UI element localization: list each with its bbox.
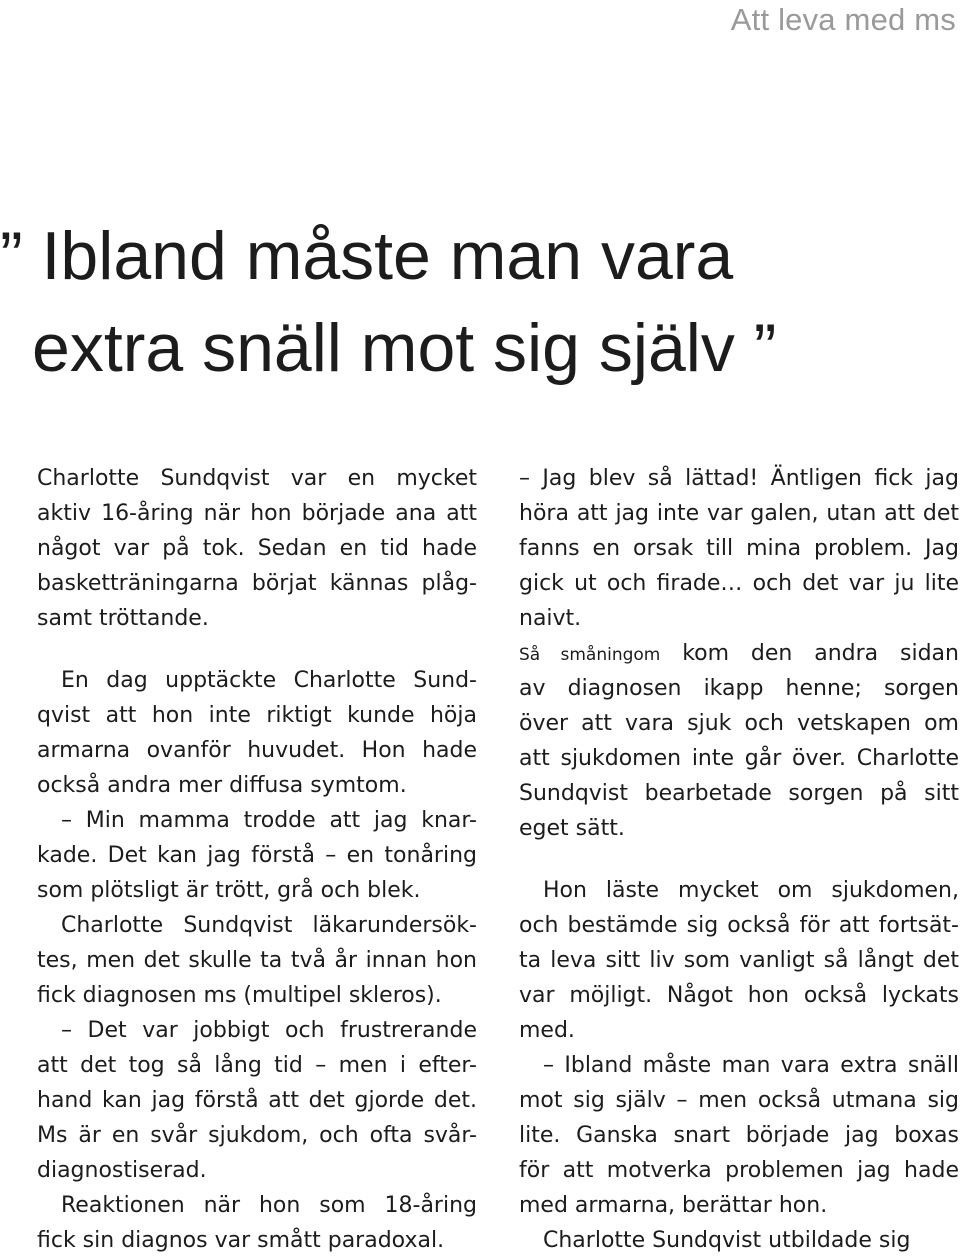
text-line: Ms är en svår sjukdom, och ofta svår- [37,1123,477,1148]
headline-line-2: extra snäll mot sig själv ” [32,310,777,386]
text-line: – Jag blev så lättad! Äntligen fick jag [519,466,959,491]
text-line: var möjligt. Något hon också lyckats [519,983,959,1008]
right-text-column [519,461,959,1258]
text-line: – Det var jobbigt och frustrerande [61,1018,477,1043]
paragraph-lead-in: Så småningom [519,645,661,665]
text-line: samt tröttande. [37,606,209,631]
text-line: Sundqvist bearbetade sorgen på sitt [519,781,959,806]
section-label: Att leva med ms [730,2,956,37]
text-line: Reaktionen när hon som 18-åring [61,1193,477,1218]
text-line: gick ut och firade… och det var ju lite [519,571,959,596]
text-line: mot sig själv – men också utmana sig [519,1088,959,1113]
text-line: fick diagnosen ms (multipel skleros). [37,983,442,1008]
left-text-column [37,461,477,1258]
text-line: med armarna, berättar hon. [519,1193,828,1218]
text-line: lite. Ganska snart började jag boxas [519,1123,959,1148]
text-line: fick sin diagnos var smått paradoxal. [37,1228,445,1253]
text-line: ta leva sitt liv som vanligt så långt det [519,948,959,973]
text-line: över att vara sjuk och vetskapen om [519,711,959,736]
text-fragment: kom den andra sidan [682,641,959,666]
article-headline [0,210,960,394]
text-line: Hon läste mycket om sjukdomen, [543,878,959,903]
text-line: basketträningarna börjat kännas plåg- [37,571,477,596]
text-line: att det tog så lång tid – men i efter- [37,1053,477,1078]
text-line: kade. Det kan jag förstå – en tonåring [37,843,477,868]
text-line: som plötsligt är trött, grå och blek. [37,878,421,903]
text-line: – Ibland måste man vara extra snäll [543,1053,959,1078]
text-line: Charlotte Sundqvist läkarundersök- [61,913,477,938]
text-line: naivt. [519,606,582,631]
text-line: av diagnosen ikapp henne; sorgen [519,676,959,701]
text-line: med. [519,1018,575,1043]
text-line: armarna ovanför huvudet. Hon hade [37,738,477,763]
text-line: qvist att hon inte riktigt kunde höja [37,703,477,728]
text-line: tes, men det skulle ta två år innan hon [37,948,477,973]
text-line: något var på tok. Sedan en tid hade [37,536,477,561]
text-line: hand kan jag förstå att det gjorde det. [37,1088,477,1113]
text-line: eget sätt. [519,816,625,841]
text-line: för att motverka problemen jag hade [519,1158,959,1183]
text-line: diagnostiserad. [37,1158,207,1183]
text-line [519,636,959,671]
text-line: aktiv 16-åring när hon började ana att [37,501,477,526]
text-line: Charlotte Sundqvist utbildade sig [543,1228,911,1253]
text-line: – Min mamma trodde att jag knar- [61,808,477,833]
text-line: En dag upptäckte Charlotte Sund- [61,668,477,693]
text-line: Charlotte Sundqvist var en mycket [37,466,477,491]
headline-line-1: ” Ibland måste man vara [0,218,734,294]
text-line: fanns en orsak till mina problem. Jag [519,536,959,561]
text-line: också andra mer diffusa symtom. [37,773,407,798]
text-line: och bestämde sig också för att fortsät- [519,913,959,938]
text-line: att sjukdomen inte går över. Charlotte [519,746,959,771]
text-line: höra att jag inte var galen, utan att det [519,501,959,526]
